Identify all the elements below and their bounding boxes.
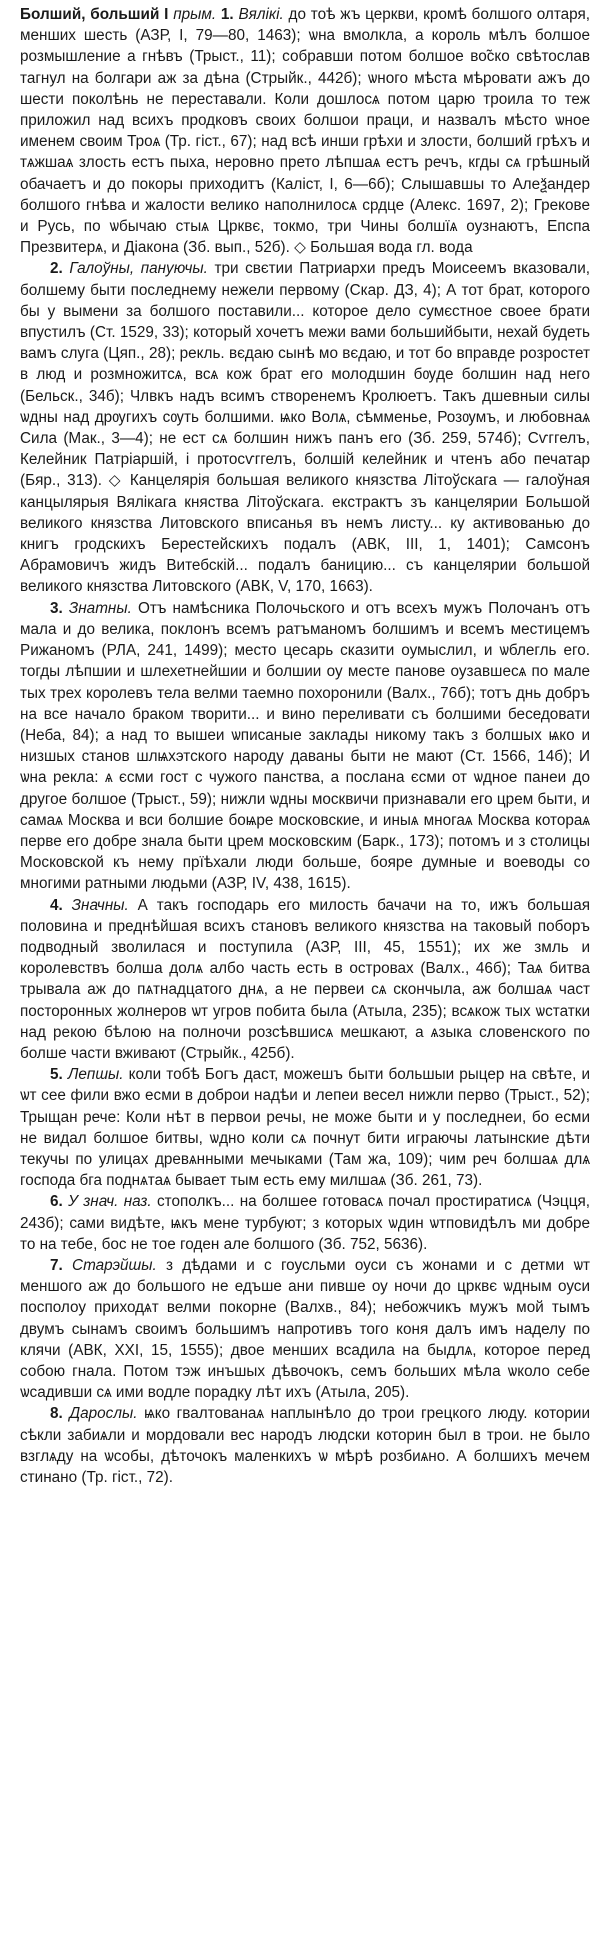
sense-gloss: Знатны. <box>68 599 132 617</box>
sense-gloss: Старэйшы. <box>72 1256 157 1274</box>
sense-number: 3. <box>50 599 63 617</box>
sense-number: 5. <box>50 1066 63 1084</box>
sense-number: 8. <box>50 1405 63 1423</box>
sense-gloss: Дарослы. <box>69 1405 138 1423</box>
entry-sense-3 <box>20 598 590 895</box>
sense-citations: з дѣдами и с гоусльми оуси съ жонами и с детми ѡт меншого аж до большого не едъше ани пивше оу ночи до црквє ѡдным оуси посполоу приходѧт велми покорне (Валхв., 84); небожчикъ мужъ мой тымъ двумъ сынамъ своимъ большимъ напротивъ того коня далъ имъ наделу по клячи (АВК, XXI, 15, 1555); двое менших всадила на быдлѧ, которое перед собою гнала. Потом тэж инъшых дѣвочокъ, семъ больших мѣла ѡколо себе ѡсадивши сѧ ими водле порадку лѣт ихъ (Атыла, 205). <box>20 1256 591 1402</box>
sense-citations: А такъ господарь его милость бачачи на то, ижъ большая половина и преднѣйшая всихъ становъ великого князства на таковый поборъ подводный зволилася и поступила (АЗР, III, 45, 1551); их же змль и королевствъ болша долѧ албо часть есть в островах (Валх., 46б); Таѧ битва трывала аж до пѧтнадцатого днѧ, а не первеи сѧ скончыла, аж болшаѧ част посторонных жолнеров ѡт угров побита была (Атыла, 235); всѧкож тых ѡстатки над рекою бѣлою на полночи розсѣвшисѧ мешкают, а ѧзыка словенского по болше части вживают (Стрыйк., 425б). <box>20 896 590 1062</box>
sense-citations: Отъ намѣсника Полочьского и отъ всехъ мужъ Полочанъ отъ мала и до велика, поклонъ всемъ ратъманомъ болшимъ и всемъ местицемъ Рижаномъ (РЛА, 241, 1499); место цесарь сказити оумыслил, и ѡблегль его. тогды лѣпшии и шлехетнейшии и болшии оу месте панове оузавшесѧ по мале тых трех королевъ тела велми таемно похоронили (Валх., 76б); тотъ днь добръ на все начало браком творити... и вино переливати съ болшими беседовати (Неба, 84); а над то вышеи ѡписаные заклады никому такъ з болшых ѩко и низшых станов шлѩхэтского народу даваны быти не мают (Ст. 1566, 14б); И ѡна рекла: ѧ єсми гост с чужого панства, а послана єсми от ѡдное панеи до другое болшое (Трыст., 59); нижли ѡдны москвичи признавали его црем быти, и самаѧ Москва и вси болшие боѩре московские, и иныѧ многаѧ Москва котораѧ перве его добре знала быти црем московским (Барк., 173); потомъ и з столицы Московской къ нему прїѣхали люди больше, бояре думные и воеводы со многими ратными людьми (АЗР, IV, 438, 1615). <box>20 599 590 893</box>
sense-gloss: Лепшы. <box>67 1066 124 1084</box>
entry-sense-8 <box>20 1403 590 1488</box>
entry-sense-5 <box>20 1064 590 1191</box>
entry-sense-2 <box>20 258 590 597</box>
sense-number: 6. <box>50 1193 63 1211</box>
entry-sense-1 <box>20 4 590 258</box>
sense-citations: стополкъ... на болшее готовасѧ почал простиратисѧ (Чэцця, 243б); сами видѣте, ѩкъ мене турбуют; з которых ѡдин ѡтповидѣлъ ми добре то на тебе, бос не тое годен але болшого (Зб. 752, 5636). <box>20 1193 590 1253</box>
sense-citations: ѩко гвалтованаѧ наплынѣло до трои грецкого люду. котории сѣкли забиѧли и мордовали вес народъ людски которин был в трои. не было взглѧду на ѡсобы, дѣточокъ маленкихъ ѡ мѣрѣ розбиѧно. А болшихъ мечем стинано (Тр. гіст., 72). <box>20 1405 591 1487</box>
entry-sense-7 <box>20 1255 590 1403</box>
part-of-speech-label: прым. <box>173 6 217 23</box>
entry-sense-6 <box>20 1191 590 1255</box>
entry-sense-4 <box>20 895 590 1065</box>
sense-number: 1. <box>220 6 234 23</box>
sense-number: 4. <box>50 896 63 914</box>
sense-citations: три свєтии Патриархи предъ Моисеемъ вказовали, болшему быти последнему нежели первому (Скар. ДЗ, 4); А тот брат, которого бы у вымени за болшого поставили... которое дело сумєстное своее брати впустилъ (Ст. 1529, 33); который хочетъ межи вами большийбыти, нехай будеть вамъ слуга (Цяп., 28); рекль. вєдаю сынѣ мо вєдаю, и тот бо вправде розростет в люд и розмножитсѧ, всѧ кож брат его молодшин бѹде болшин над него (Бельск., 34б); Члвкъ надъ всимъ створенемъ Кролюетъ. Такъ дшевныи силы ѡдны над дрѹгихъ сѹть болшими. ѩко Волѧ, сѣмменье, Розѹмъ, и любовнаѧ Сила (Мак., 3—4); не ест сѧ болшин нижъ панъ его (Зб. 259, 574б); Сѵггелъ, Келейник Патріаршій, і протосѵггелъ, болшій келейник и чтенъ або печатар (Бяр., 313). ◇ Канцелярія большая великого князства Літоўскага — галоўная канцылярыя Вялікага княства Літоўскага. екстрактъ зъ канцелярии Большой великого князства Литовского вписанья въ немъ листу... ку активованью до книгъ гродскихъ Берестейскихъ подалъ (АВК, III, 1, 1401); Самсонъ Абрамовичъ жидъ Витебскій... подалъ баницию... съ канцелярии большой великого князства Литовского (АВК, V, 170, 1663). <box>20 260 591 596</box>
sense-number: 7. <box>50 1256 63 1274</box>
sense-gloss: Значны. <box>71 896 129 914</box>
sense-citations: до тоѣ жъ церкви, кромѣ болшого олтаря, менших шесть (АЗР, I, 79—80, 1463); ѡна вмолкла, а король мѣлъ болшое розмышление а гнѣвъ (Трыст., 11); собравши потом болшое во̃ско свѣтослав тагнул на болгари аж за дѣна (Стрыйк., 442б); ѡного мѣста мѣровати ажъ до шести поколѣнь не переставали. Коли дошлосѧ потом царю троила то теж приложил над всихъ продковъ своих болшои праци, и назвалъ мѣсто ѡное именем своим Троѧ (Тр. гіст., 67); над всѣ инши грѣхи и злости, болший грѣхъ и тѧжшаѧ злость естъ пыха, неровно прето лѣпшаѧ естъ речъ, кгды сѧ грѣшный обачаетъ и до покоры приходитъ (Калiст, I, 6—6б); Слышавшы то Алеѯандер болшого гнѣва и жалости велико наполнилосѧ срдце (Алекс. 1697, 2); Грекове и Русь, по ѡбычаю стыѧ Црквє, токмо, три Чины болшїѧ оузнаютъ, Епспа Презвитерѧ, и Діакона (Зб. вып., 52б). ◇ Большая вода гл. вода <box>20 6 591 257</box>
sense-number: 2. <box>50 260 63 278</box>
sense-gloss: У знач. наз. <box>68 1193 152 1211</box>
sense-gloss: Галоўны, пануючы. <box>69 260 208 278</box>
sense-gloss: Вялікі. <box>238 6 284 23</box>
sense-citations: коли тобѣ Богъ даст, можешъ быти большыи рыцер на свѣте, и ѡт сее фили вжо есми в доброи надѣи и лепеи весел нижли перво (Трыст., 52); Трыщан рече: Коли нѣт в первои речы, не може быти и у последнеи, бо есми не видал болшое битвы, ѡдно коли сѧ почнут бити играючы латынские дѣти текучы по улицах древѧнными мечыками (Там жа, 109); чим реч болшаѧ длѧ господа бга поднѧтаѧ бывает тым есть ему милшаѧ (Зб. 261, 73). <box>20 1066 591 1190</box>
entry-headword: Болший, больший I <box>20 6 169 23</box>
